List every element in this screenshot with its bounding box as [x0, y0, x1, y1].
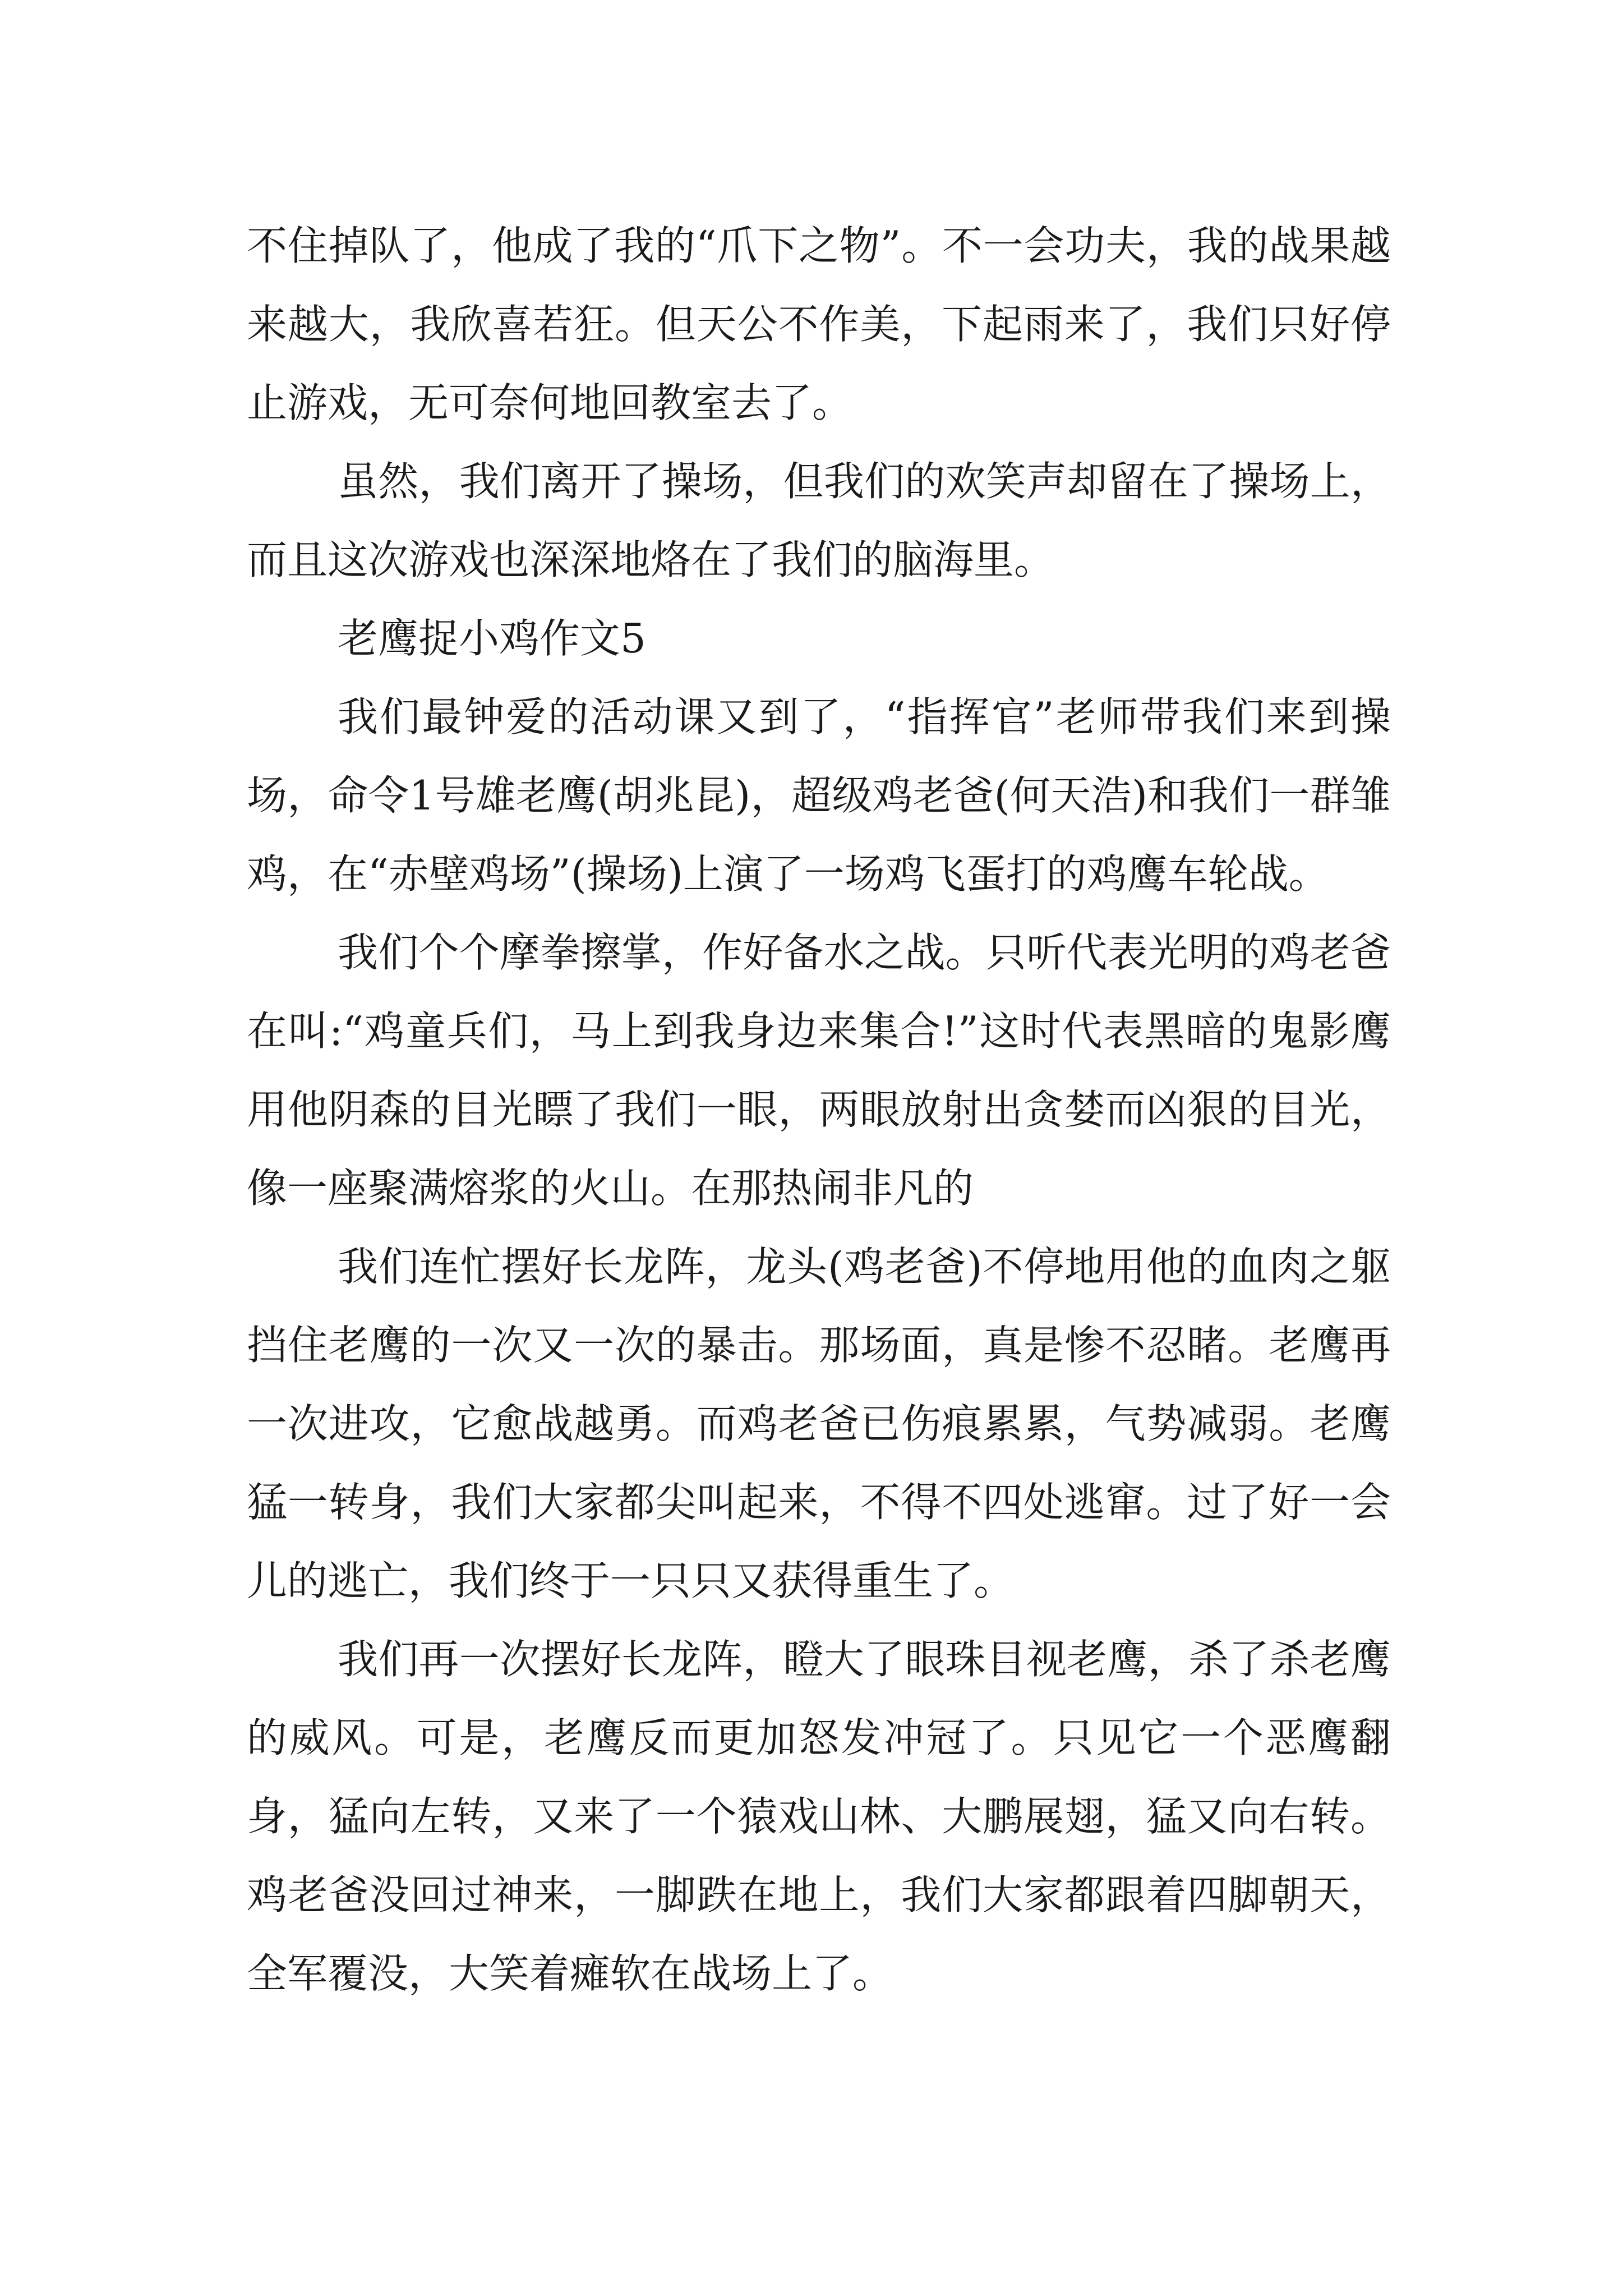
document-body — [247, 206, 1391, 2013]
section-heading: 老鹰捉小鸡作文5 — [338, 615, 646, 662]
paragraph: 我们连忙摆好长龙阵，龙头(鸡老爸)不停地用他的血肉之躯挡住老鹰的一次又一次的暴击。那场面，真是惨不忍睹。老鹰再一次进攻，它愈战越勇。而鸡老爸已伤痕累累，气势减弱。老鹰猛一转身，我们大家都尖叫起来，不得不四处逃窜。过了好一会儿的逃亡，我们终于一只只又获得重生了。 — [247, 1243, 1391, 1604]
paragraph-continuation: 不住掉队了，他成了我的“爪下之物”。不一会功夫，我的战果越来越大，我欣喜若狂。但天公不作美，下起雨来了，我们只好停止游戏，无可奈何地回教室去了。 — [247, 222, 1391, 426]
paragraph: 虽然，我们离开了操场，但我们的欢笑声却留在了操场上，而且这次游戏也深深地烙在了我们的脑海里。 — [247, 458, 1391, 583]
paragraph: 我们最钟爱的活动课又到了，“指挥官”老师带我们来到操场，命令1号雄老鹰(胡兆昆)，超级鸡老爸(何天浩)和我们一群雏鸡，在“赤壁鸡场”(操场)上演了一场鸡飞蛋打的鸡鹰车轮战。 — [247, 693, 1391, 898]
paragraph: 我们再一次摆好长龙阵，瞪大了眼珠目视老鹰，杀了杀老鹰的威风。可是，老鹰反而更加怒发冲冠了。只见它一个恶鹰翻身，猛向左转，又来了一个猿戏山林、大鹏展翅，猛又向右转。鸡老爸没回过神来，一脚跌在地上，我们大家都跟着四脚朝天，全军覆没，大笑着瘫软在战场上了。 — [247, 1636, 1391, 1997]
paragraph: 我们个个摩拳擦掌，作好备水之战。只听代表光明的鸡老爸在叫:“鸡童兵们，马上到我身边来集合!”这时代表黑暗的鬼影鹰用他阴森的目光瞟了我们一眼，两眼放射出贪婪而凶狠的目光，像一座聚满熔浆的火山。在那热闹非凡的 — [247, 929, 1391, 1212]
